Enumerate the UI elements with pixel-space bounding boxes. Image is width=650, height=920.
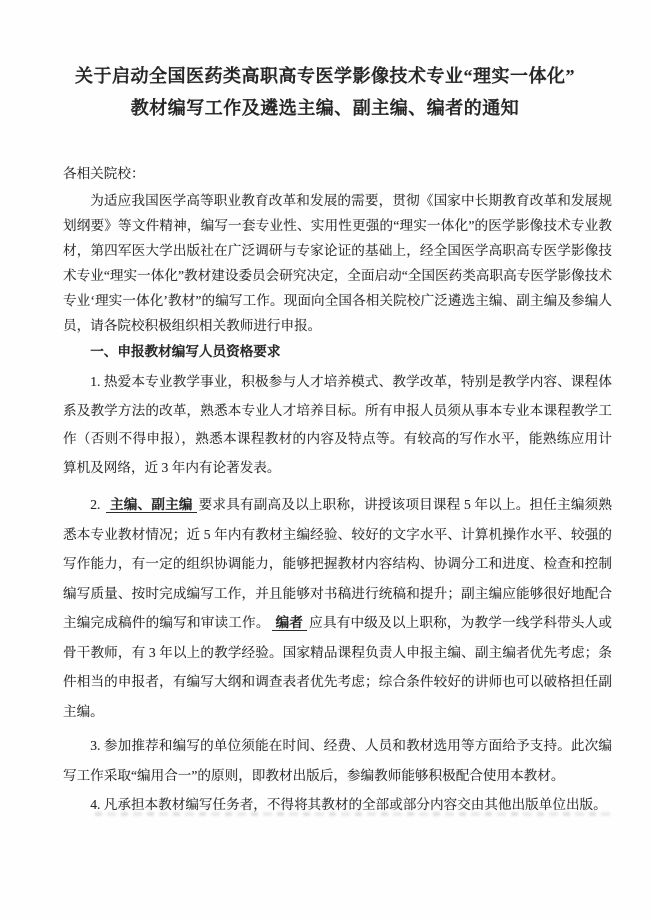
notice-title [0, 60, 650, 124]
page-bleed-through-smudge [95, 812, 612, 816]
notice-title-line-2: 教材编写工作及遴选主编、副主编、编者的通知 [130, 98, 520, 118]
requirement-item-3: 3. 参加推荐和编写的单位须能在时间、经费、人员和教材选用等方面给予支持。此次编写工作采取“编用合一”的原则，即教材出版后，参编教师能够积极配合使用本教材。 [63, 738, 612, 783]
requirement-item-1: 1. 热爱本专业教学事业，积极参与人才培养模式、教学改革，特别是教学内容、课程体系及教学方法的改革，熟悉本专业人才培养目标。所有申报人员须从事本专业本课程教学工作（否则不得申报），熟悉本课程教材的内容及特点等。有较高的写作水平，能熟练应用计算机及网络，近 3 年内有论著发表。 [63, 374, 612, 475]
notice-title-line-1: 关于启动全国医药类高职高专医学影像技术专业“理实一体化” [75, 66, 575, 86]
keyword-chief-editor: 主编、副主编 [106, 497, 197, 513]
requirement-item-4: 4. 凡承担本教材编写任务者，不得将其教材的全部或部分内容交由其他出版单位出版。 [90, 797, 607, 812]
keyword-editor: 编者 [272, 615, 308, 631]
item2-body-2: 应具有中级及以上职称，为教学一线学科带头人或骨干教师，有 3 年以上的教学经验。国家精品课程负责人申报主编、副主编者优先考虑；条件相当的申报者，有编写大纲和调查表者优先考虑；综合条件较好的讲师也可以破格担任副主编。 [63, 615, 613, 719]
item2-number: 2. [90, 497, 101, 512]
intro-paragraph: 为适应我国医学高等职业教育改革和发展的需要，贯彻《国家中长期教育改革和发展规划纲要》等文件精神，编写一套专业性、实用性更强的“理实一体化”的医学影像技术专业教材，第四军医大学出版社在广泛调研与专家论证的基础上，经全国医学高职高专医学影像技术专业“理实一体化”教材建设委员会研究决定，全面启动“全国医药类高职高专医学影像技术专业‘理实一体化’教材”的编写工作。现面向全国各相关院校广泛遴选主编、副主编及参编人员，请各院校积极组织相关教师进行申报。 [63, 193, 612, 333]
requirement-item-2 [63, 490, 612, 726]
salutation: 各相关院校： [63, 166, 145, 181]
item2-body-1: 要求具有副高及以上职称，讲授该项目课程 5 年以上。担任主编须熟悉本专业教材情况；近 5 年内有教材主编经验、较好的文字水平、计算机操作水平、较强的写作能力，有一定的组织协调能力，能够把握教材内容结构、协调分工和进度、检查和控制编写质量、按时完成编写工作，并且能够对书稿进行统稿和提升；副主编应能够很好地配合主编完成稿件的编写和审读工作。 [63, 497, 613, 630]
notice-body [63, 160, 612, 819]
section1-heading: 一、申报教材编写人员资格要求 [90, 344, 281, 359]
